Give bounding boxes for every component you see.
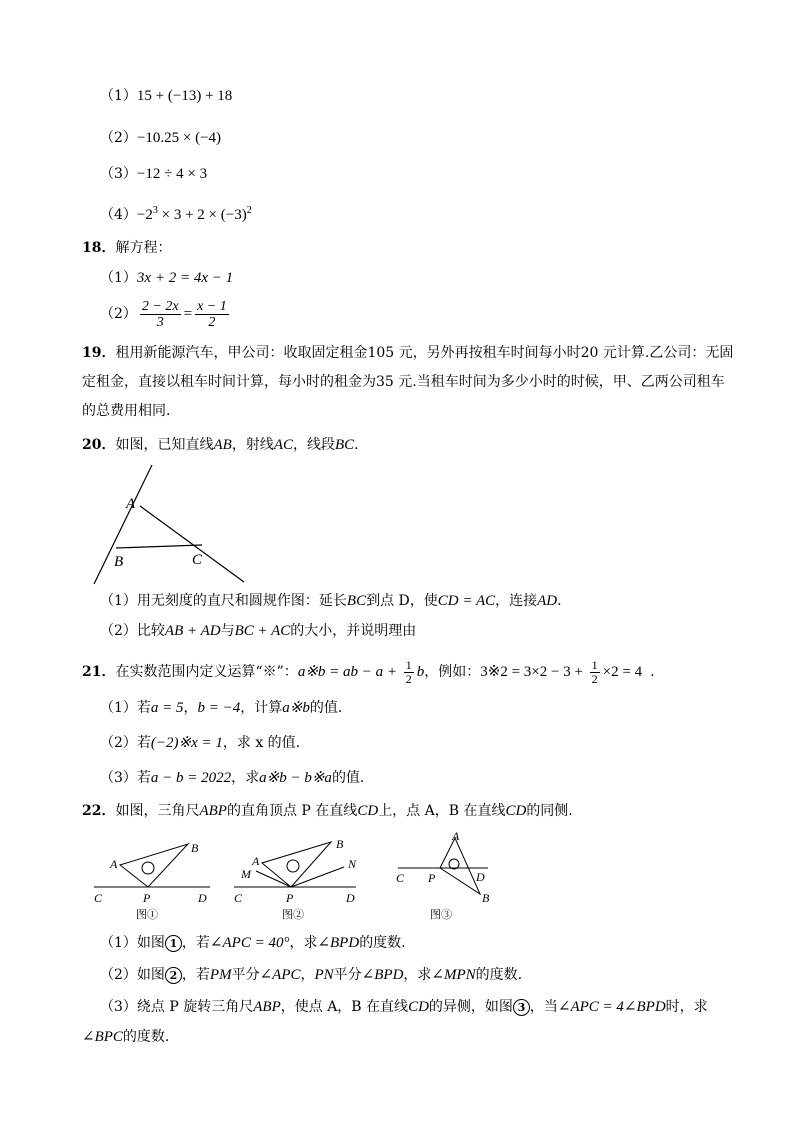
text: 的异侧，如图 <box>428 999 513 1015</box>
text: ，若 <box>181 967 210 983</box>
math: BC + AC <box>234 623 291 639</box>
question-text: 租用新能源汽车，甲公司：收取固定租金105 元，另外再按租车时间每小时20 元计算.乙公司：无固 <box>115 345 734 361</box>
label-m: M <box>241 867 251 881</box>
ray-pn <box>291 867 344 887</box>
question-number: 19． <box>82 345 116 361</box>
text: 如图，已知直线 <box>115 437 214 453</box>
item-label: （2） <box>100 130 137 146</box>
q19-line2: 定租金，直接以租车时间计算，每小时的租金为35 元.当租车时间为多少小时的时候，甲、乙两公司租车 <box>82 374 725 390</box>
math: BC <box>346 593 367 609</box>
item-label: （3） <box>100 999 137 1015</box>
point-label-b: B <box>114 554 124 570</box>
text: ，求 <box>231 770 260 786</box>
q22-sub3-line2 <box>82 1027 169 1047</box>
item-label: （4） <box>100 207 137 223</box>
text: 如图，三角尺 <box>115 803 200 819</box>
label-b: B <box>482 891 490 905</box>
triangle-abp <box>440 838 480 894</box>
math: ABP <box>253 999 281 1015</box>
q22-stem <box>82 801 573 821</box>
text: 的值. <box>309 700 343 716</box>
figure-caption: 图① <box>136 909 158 921</box>
math: BC <box>334 437 355 453</box>
text: 的直角顶点 P 在直线 <box>226 803 358 819</box>
item-label: （1） <box>100 593 137 609</box>
triangle-hole <box>142 862 154 874</box>
q17-item-4 <box>100 201 252 225</box>
text: 的度数. <box>122 1029 170 1045</box>
expr-part: × 3 + 2 × (−3) <box>157 207 247 223</box>
text: 的度数. <box>475 967 523 983</box>
text: ，求 x 的值. <box>222 735 301 751</box>
text: ，当 <box>529 999 558 1015</box>
q22-figure-3 <box>392 828 502 924</box>
q18-stem <box>82 238 171 258</box>
math: a − b = 2022 <box>150 770 232 786</box>
math: a※b = ab − a + <box>297 664 401 680</box>
text: ， <box>300 967 315 983</box>
math: ∠MPN <box>431 967 476 983</box>
text: ，求 <box>403 967 432 983</box>
math: ×2 = 4 <box>602 664 643 680</box>
text: 的度数. <box>359 935 406 951</box>
fraction-left <box>140 299 181 330</box>
math: CD <box>408 999 429 1015</box>
text: 在实数范围内定义运算“※”： <box>115 664 298 680</box>
math-expr <box>137 207 252 223</box>
point-label-c: C <box>192 552 203 568</box>
math: ∠APC <box>259 967 301 983</box>
math-expr: −12 ÷ 4 × 3 <box>136 166 208 182</box>
text: ，射线 <box>231 437 274 453</box>
label-c: C <box>234 891 243 905</box>
point-label-a: A <box>126 496 136 512</box>
math: a※b <box>282 700 310 716</box>
item-label: （1） <box>100 270 137 286</box>
item-label: （2） <box>100 735 137 751</box>
fraction <box>590 659 600 686</box>
circled-number: 2 <box>165 967 182 984</box>
figure-caption: 图③ <box>430 909 452 921</box>
ray-ac <box>140 506 244 582</box>
question-number: 22． <box>82 803 116 819</box>
math: ABP <box>199 803 227 819</box>
triangle-hole <box>287 860 299 872</box>
math: a = 5 <box>150 700 184 716</box>
denominator: 2 <box>405 671 412 686</box>
math-expr: 15 + (−13) + 18 <box>136 88 233 104</box>
text: 的值. <box>331 770 365 786</box>
item-label: （3） <box>100 166 137 182</box>
numerator: x − 1 <box>197 298 227 314</box>
item-label: （2） <box>100 623 137 639</box>
q21-sub3 <box>100 768 364 788</box>
math: AB + AD <box>164 623 221 639</box>
math-expr: −10.25 × (−4) <box>136 130 222 146</box>
text: ，线段 <box>292 437 335 453</box>
math: CD <box>357 803 379 819</box>
text: . <box>354 437 359 453</box>
text: . <box>557 593 562 609</box>
label-a: A <box>252 854 260 868</box>
text: 若 <box>136 735 151 751</box>
fraction-right <box>195 299 229 330</box>
text: . <box>650 664 655 680</box>
expr-part: −2 <box>136 207 153 223</box>
math: ∠BPC <box>82 1029 123 1045</box>
math: PM <box>209 967 232 983</box>
q18-eq2 <box>100 296 232 332</box>
math: PN <box>314 967 334 983</box>
math: AD <box>537 593 558 609</box>
math: CD = AC <box>437 593 496 609</box>
text: 如图 <box>136 935 165 951</box>
text: 平分 <box>333 967 362 983</box>
equation: 3x + 2 = 4x − 1 <box>136 270 234 286</box>
q22-sub1 <box>100 933 406 953</box>
item-label: （1） <box>100 88 137 104</box>
q19-line3: 的总费用相同. <box>82 403 171 419</box>
circled-number: 3 <box>513 999 530 1016</box>
text: ，使点 A，B 在直线 <box>280 999 409 1015</box>
math: AC <box>273 437 293 453</box>
text: 上，点 A，B 在直线 <box>378 803 506 819</box>
q18-eq1 <box>100 268 233 288</box>
text: 的大小，并说明理由 <box>290 623 417 639</box>
text: 比较 <box>136 623 165 639</box>
q20-figure <box>80 460 250 590</box>
ray-pm <box>256 871 291 887</box>
math: ∠APC = 4∠BPD <box>557 999 666 1015</box>
math: CD <box>505 803 527 819</box>
q17-item-1 <box>100 86 232 106</box>
question-number: 21． <box>82 664 116 680</box>
denominator: 3 <box>156 314 164 330</box>
q22-sub2 <box>100 965 522 985</box>
label-c: C <box>396 871 405 885</box>
text: 到点 D，使 <box>366 593 438 609</box>
fraction <box>404 659 414 686</box>
q21-sub2 <box>100 733 300 753</box>
math: ∠BPD <box>317 935 360 951</box>
q19-line1 <box>82 343 733 363</box>
q22-sub3 <box>100 997 708 1017</box>
text: ，求 <box>289 935 318 951</box>
text: 平分 <box>231 967 260 983</box>
exponent: 2 <box>246 205 252 216</box>
label-d: D <box>346 891 355 905</box>
text: 若 <box>136 700 151 716</box>
label-a: A <box>452 829 460 843</box>
q21-sub1 <box>100 698 342 718</box>
text: ，例如： <box>424 664 481 680</box>
text: ， <box>183 700 198 716</box>
label-p: P <box>428 871 436 885</box>
q17-item-3 <box>100 164 207 184</box>
numerator: 1 <box>591 657 598 672</box>
question-number: 20． <box>82 437 116 453</box>
math: AB <box>213 437 232 453</box>
text: ，连接 <box>495 593 538 609</box>
math: a※b − b※a <box>259 770 332 786</box>
label-p: P <box>143 891 151 905</box>
label-d: D <box>198 891 207 905</box>
text: 的同侧. <box>526 803 573 819</box>
label-a: A <box>110 857 118 871</box>
text: 如图 <box>136 967 165 983</box>
label-b: B <box>191 841 199 855</box>
math: ∠APC = 40° <box>209 935 290 951</box>
math: (−2)※x = 1 <box>150 735 223 751</box>
text: 绕点 P 旋转三角尺 <box>136 999 254 1015</box>
text: 与 <box>220 623 235 639</box>
text: 若 <box>136 770 151 786</box>
numerator: 1 <box>405 657 412 672</box>
item-label: （1） <box>100 700 137 716</box>
q17-item-2 <box>100 128 221 148</box>
q22-figure-2 <box>228 830 364 924</box>
question-title: 解方程： <box>115 240 172 256</box>
denominator: 2 <box>591 671 598 686</box>
numerator: 2 − 2x <box>141 298 179 314</box>
math: b = −4 <box>197 700 241 716</box>
text: ，计算 <box>240 700 283 716</box>
figure-caption: 图② <box>282 909 304 921</box>
label-c: C <box>94 891 103 905</box>
equals-sign: = <box>183 306 193 322</box>
exponent: 3 <box>152 205 158 216</box>
math: ∠BPD <box>361 967 404 983</box>
q22-figure-1 <box>88 832 218 924</box>
q21-stem <box>82 654 655 690</box>
math: b <box>416 664 425 680</box>
label-b: B <box>336 837 344 851</box>
item-label: （3） <box>100 770 137 786</box>
circled-number: 1 <box>165 935 182 952</box>
label-p: P <box>286 891 294 905</box>
label-n: N <box>348 857 357 871</box>
item-label: （1） <box>100 935 137 951</box>
segment-bc <box>116 545 202 548</box>
triangle-abp <box>262 842 331 887</box>
denominator: 2 <box>208 314 216 330</box>
math: 3※2 = 3×2 − 3 + <box>480 664 587 680</box>
label-d: D <box>476 870 485 884</box>
q20-sub1 <box>100 591 562 611</box>
item-label: （2） <box>100 967 137 983</box>
text: 时，求 <box>665 999 708 1015</box>
text: ，若 <box>181 935 210 951</box>
text: 用无刻度的直尺和圆规作图：延长 <box>136 593 347 609</box>
question-number: 18． <box>82 240 116 256</box>
q20-sub2 <box>100 621 416 641</box>
q20-stem <box>82 435 359 455</box>
item-label: （2） <box>100 306 137 322</box>
